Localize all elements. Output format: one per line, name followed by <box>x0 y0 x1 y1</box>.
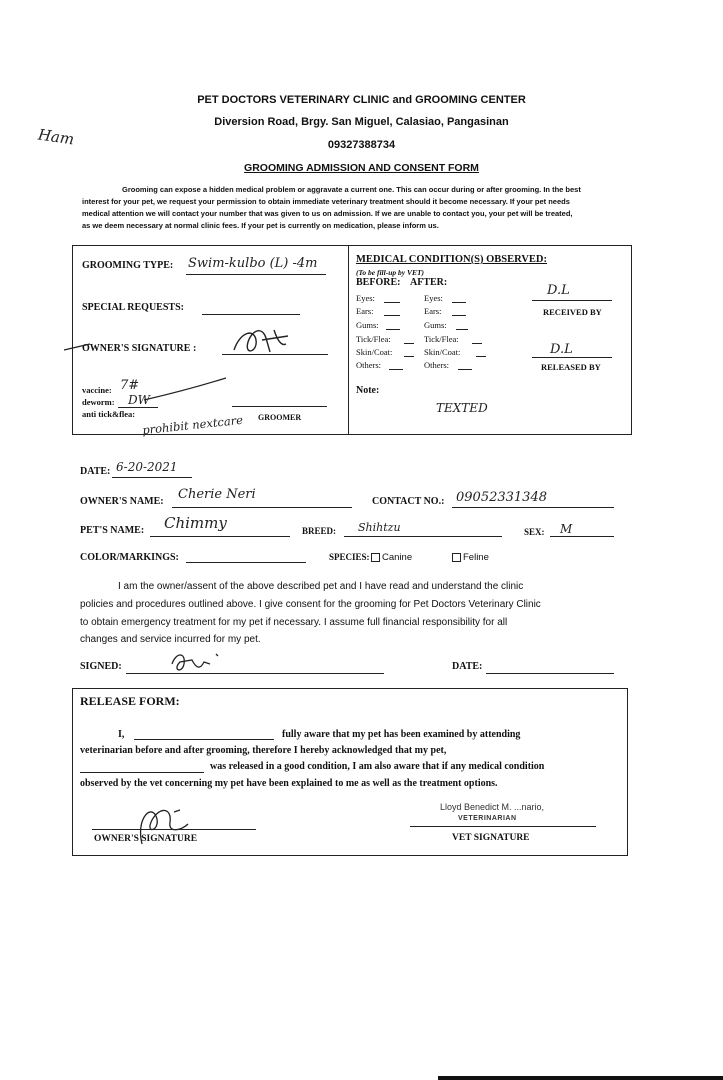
margin-note: Ham <box>36 125 76 149</box>
field-line[interactable] <box>389 369 403 370</box>
deworm-label: deworm: <box>82 397 115 407</box>
consent-line-3: to obtain emergency treatment for my pet if necessary. I assume full financial responsibility for all <box>80 617 508 628</box>
pet-name-line <box>150 536 290 537</box>
clinic-name: PET DOCTORS VETERINARY CLINIC and GROOMING CENTER <box>197 94 526 106</box>
sex-line <box>550 536 614 537</box>
after-label: AFTER: <box>410 277 448 288</box>
field-line[interactable] <box>404 356 414 357</box>
before-skincoat: Skin/Coat: <box>356 347 393 357</box>
vet-title: VETERINARIAN <box>458 815 517 822</box>
antitick-value[interactable]: prohibit nextcare <box>141 412 244 438</box>
consent-date-label: DATE: <box>452 661 483 672</box>
field-line[interactable] <box>458 369 472 370</box>
clinic-phone: 09327388734 <box>327 139 396 151</box>
after-others: Others: <box>424 360 450 370</box>
intro-line-4: as we deem necessary at normal clinic fees. If your pet is currently on medication, please inform us. <box>82 221 439 230</box>
before-others: Others: <box>356 360 382 370</box>
consent-line-4: changes and service incurred for my pet. <box>80 634 261 645</box>
sex-label: SEX: <box>524 527 545 537</box>
after-gums: Gums: <box>424 320 447 330</box>
medical-subtitle: (To be fill-up by VET) <box>356 268 425 277</box>
signature-arrow-mark <box>62 340 92 354</box>
consent-line-1: I am the owner/assent of the above described pet and I have read and understand the clinic <box>118 581 524 592</box>
box-divider <box>348 245 349 434</box>
field-line[interactable] <box>456 329 468 330</box>
color-label: COLOR/MARKINGS: <box>80 552 179 563</box>
after-ears: Ears: <box>424 306 442 316</box>
canine-label: Canine <box>382 552 413 563</box>
released-by-line <box>532 357 612 358</box>
field-line[interactable] <box>476 356 486 357</box>
owner-release-sig-label: OWNER'S SIGNATURE <box>94 834 198 844</box>
note-value[interactable]: TEXTED <box>436 401 488 415</box>
field-line[interactable] <box>452 315 466 316</box>
owner-name-line <box>172 507 352 508</box>
contact-label: CONTACT NO.: <box>372 496 445 507</box>
grooming-type-value[interactable]: Swim-kulbo (L) -4m <box>188 256 318 271</box>
vet-name: Lloyd Benedict M. ...nario, <box>440 802 545 812</box>
breed-label: BREED: <box>302 526 337 536</box>
pet-name-value[interactable]: Chimmy <box>164 514 227 532</box>
breed-value[interactable]: Shihtzu <box>358 521 401 534</box>
after-eyes: Eyes: <box>424 293 443 303</box>
signed-line[interactable] <box>126 673 384 674</box>
released-by-value[interactable]: D.L <box>550 342 573 357</box>
owner-release-sig-line[interactable] <box>92 829 256 830</box>
note-label: Note: <box>356 385 380 396</box>
owner-name-value[interactable]: Cherie Neri <box>178 487 256 502</box>
canine-checkbox[interactable] <box>371 553 380 562</box>
grooming-type-line <box>186 274 326 275</box>
release-pet-line[interactable] <box>80 772 204 773</box>
contact-line <box>452 507 614 508</box>
intro-line-3: medical attention we will contact your number that was given to us on admission. If we are unable to contact you, your pet will be treated, <box>82 209 573 218</box>
received-by-line <box>532 300 612 301</box>
sex-value[interactable]: M <box>560 522 573 536</box>
owner-name-label: OWNER'S NAME: <box>80 496 164 507</box>
field-line[interactable] <box>404 343 414 344</box>
release-line-4: observed by the vet concerning my pet have been explained to me as well as the treatment options. <box>80 778 498 789</box>
released-by-label: RELEASED BY <box>541 362 601 372</box>
consent-date-line[interactable] <box>486 673 614 674</box>
groomer-label: GROOMER <box>258 413 302 422</box>
scan-edge <box>438 1076 723 1080</box>
signed-label: SIGNED: <box>80 661 122 672</box>
antitick-label: anti tick&flea: <box>82 409 136 419</box>
deworm-value[interactable]: DW <box>128 393 150 407</box>
vaccine-value[interactable]: 7# <box>120 378 140 393</box>
release-i: I, <box>118 729 125 740</box>
consent-line-2: policies and procedures outlined above. I give consent for the grooming for Pet Doctors Veterinary Clinic <box>80 599 541 610</box>
release-line-2: veterinarian before and after grooming, therefore I hereby acknowledged that my pet, <box>80 745 447 756</box>
vaccine-label: vaccine: <box>82 385 112 395</box>
owner-signature-label: OWNER'S SIGNATURE : <box>82 343 197 354</box>
feline-checkbox[interactable] <box>452 553 461 562</box>
vet-sig-label: VET SIGNATURE <box>452 833 530 843</box>
special-requests-label: SPECIAL REQUESTS: <box>82 302 184 313</box>
before-gums: Gums: <box>356 320 379 330</box>
date-value[interactable]: 6-20-2021 <box>116 460 178 474</box>
after-tickflea: Tick/Flea: <box>424 334 459 344</box>
medical-title: MEDICAL CONDITION(S) OBSERVED: <box>356 254 547 265</box>
owner-signature-1 <box>226 322 296 360</box>
received-by-value[interactable]: D.L <box>547 283 570 298</box>
color-line[interactable] <box>186 562 306 563</box>
breed-line <box>344 536 502 537</box>
before-ears: Ears: <box>356 306 374 316</box>
received-by-label: RECEIVED BY <box>543 307 602 317</box>
date-label: DATE: <box>80 466 111 477</box>
date-line <box>112 477 192 478</box>
before-tickflea: Tick/Flea: <box>356 334 391 344</box>
feline-label: Feline <box>463 552 489 563</box>
groomer-line[interactable] <box>232 406 327 407</box>
special-requests-line[interactable] <box>202 314 300 315</box>
field-line[interactable] <box>452 302 466 303</box>
release-line-1: fully aware that my pet has been examined by attending <box>282 729 521 740</box>
intro-line-2: interest for your pet, we request your permission to obtain immediate veterinary treatment should it become necessary. If your pet needs <box>82 197 570 206</box>
field-line[interactable] <box>384 315 400 316</box>
clinic-address: Diversion Road, Brgy. San Miguel, Calasiao, Pangasinan <box>214 116 509 128</box>
form-title: GROOMING ADMISSION AND CONSENT FORM <box>244 162 479 174</box>
pet-name-label: PET'S NAME: <box>80 525 145 536</box>
after-skincoat: Skin/Coat: <box>424 347 461 357</box>
field-line[interactable] <box>384 302 400 303</box>
field-line[interactable] <box>386 329 400 330</box>
release-title: RELEASE FORM: <box>80 694 180 708</box>
vet-sig-line[interactable] <box>410 826 596 827</box>
grooming-type-label: GROOMING TYPE: <box>82 260 174 271</box>
before-label: BEFORE: <box>356 277 401 288</box>
deworm-line <box>118 407 158 408</box>
contact-value[interactable]: 09052331348 <box>456 490 547 505</box>
before-eyes: Eyes: <box>356 293 375 303</box>
owner-signature-2 <box>166 650 226 676</box>
intro-line-1: Grooming can expose a hidden medical problem or aggravate a current one. This can occur during or after grooming. In the best <box>122 185 581 194</box>
release-line-3: was released in a good condition, I am also aware that if any medical condition <box>210 761 545 772</box>
release-name-line[interactable] <box>134 739 274 740</box>
mark-arrow <box>140 376 230 406</box>
species-label: SPECIES: <box>329 552 370 562</box>
field-line[interactable] <box>472 343 482 344</box>
